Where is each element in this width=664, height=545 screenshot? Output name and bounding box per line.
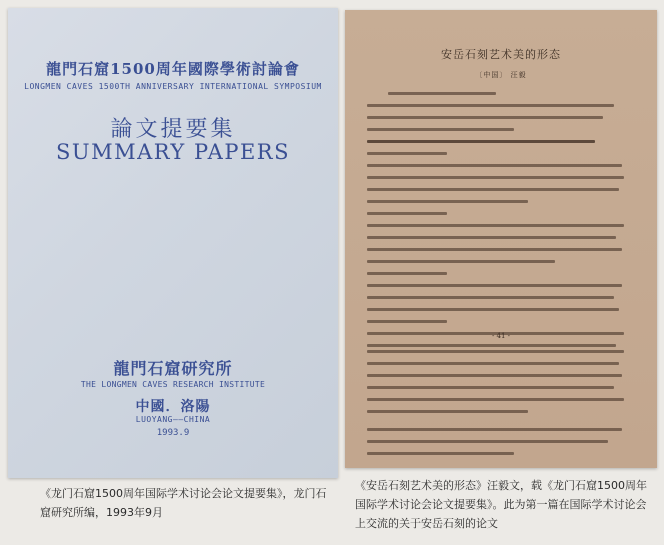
cover-institute: 龍門石窟研究所: [113, 359, 233, 378]
caption-right: 《安岳石刻艺术美的形态》汪毅文，载《龙门石窟1500周年国际学术讨论会论文提要集》。此为第一篇在国际学术讨论会上交流的关于安岳石刻的论文: [355, 479, 647, 530]
conference-booklet-cover-photo: [8, 8, 338, 478]
paper-body-text-lower: [367, 350, 635, 422]
paper-page-photo: [345, 10, 657, 468]
cover-main-title-en: SUMMARY PAPERS: [56, 140, 290, 164]
cover-main-title: 論文提要集: [110, 117, 236, 142]
cover-location-en: LUOYANG——CHINA: [135, 415, 211, 424]
paper-page-number: - 41 -: [491, 332, 511, 340]
paper-body-text-bottom: [367, 428, 635, 464]
cover-title: 龍門石窟1500周年國際學術討論會: [46, 60, 300, 78]
cover-institute-en: THE LONGMEN CAVES RESEARCH INSTITUTE: [80, 380, 266, 389]
cover-location: 中國．洛陽: [135, 399, 211, 415]
cover-date: 1993.9: [156, 428, 190, 438]
paper-body-text: [367, 92, 635, 356]
paper-author: 〔中国〕 汪毅: [475, 71, 527, 79]
paper-title: 安岳石刻艺术美的形态: [441, 48, 561, 61]
caption-left: 《龙门石窟1500周年国际学术讨论会论文提要集》，龙门石窟研究所编，1993年9月: [40, 487, 327, 519]
cover-subtitle-en: LONGMEN CAVES 1500TH ANNIVERSARY INTERNATIONAL SYMPOSIUM: [24, 82, 322, 91]
